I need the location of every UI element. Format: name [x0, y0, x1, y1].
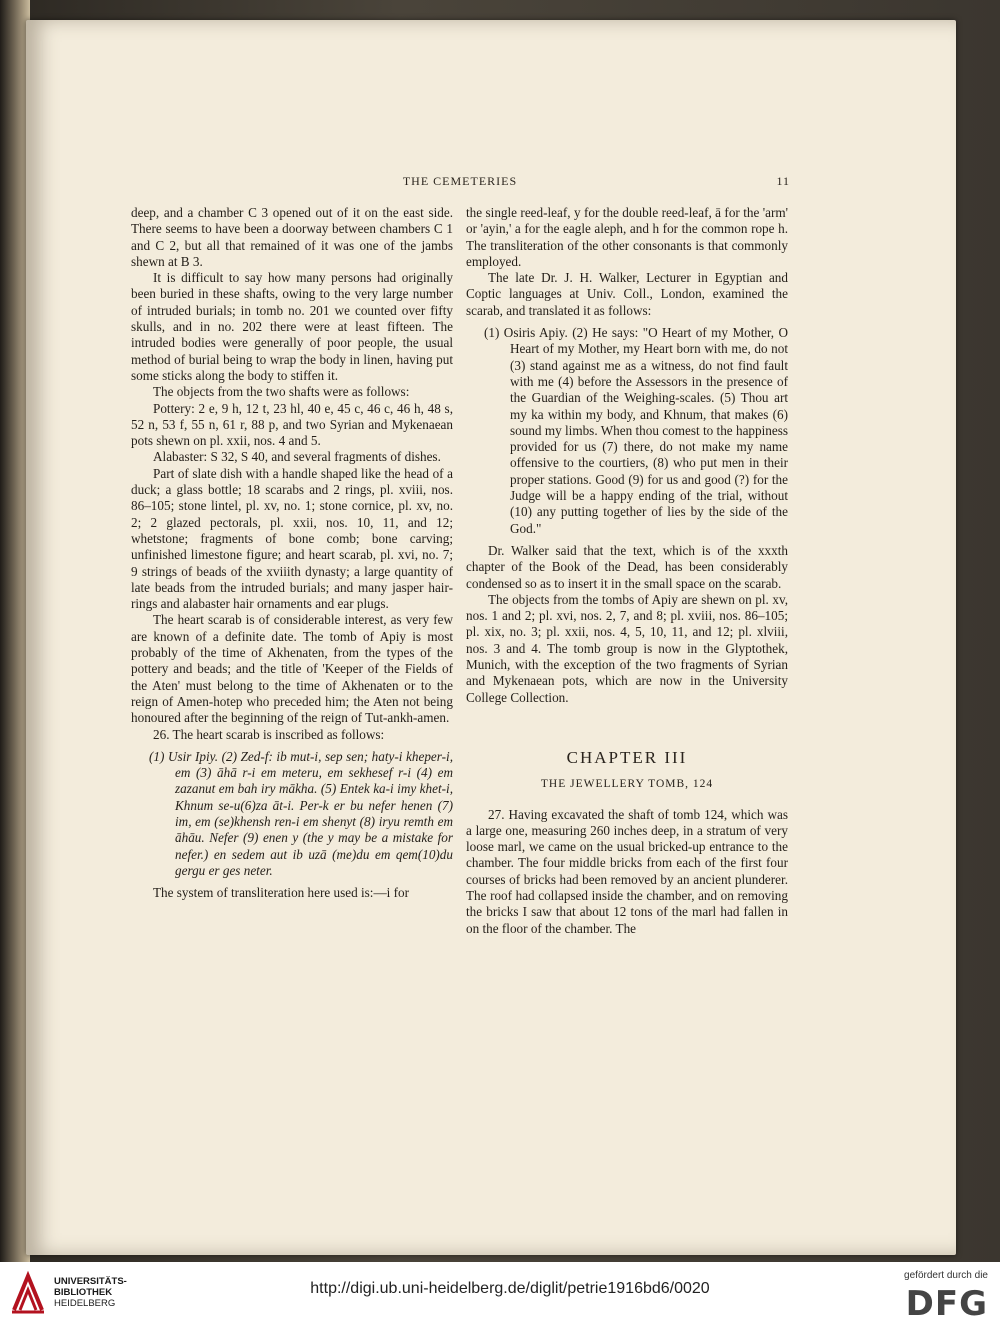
paragraph: 26. The heart scarab is inscribed as follows:	[153, 726, 385, 742]
paragraph: 27. Having excavated the shaft of tomb 124, which was a large one, measuring 260 inches deep, in a stratum of very loose marl, we came on the usual bricked-up entrance to the chamber. The four middle bricks from each of the first four courses of bricks had been removed by an ancient plunderer. The roof had collapsed inside the chamber, and on removing the bricks I saw that about 12 tons of the marl had fallen in on the floor of the chamber. The	[466, 806, 788, 936]
paragraph: Pottery: 2 e, 9 h, 12 t, 23 hl, 40 e, 45 c, 46 c, 46 h, 48 s, 52 n, 53 f, 55 n, 61 r, 88 p, and two Syrian and Mykenaean pots shewn on pl. xxii, nos. 4 and 5.	[131, 400, 453, 449]
paragraph: The system of transliteration here used is:—i for	[153, 885, 409, 901]
library-city: HEIDELBERG	[54, 1298, 116, 1309]
library-name-line1: UNIVERSITÄTS-	[54, 1276, 127, 1287]
university-library-logo-icon	[10, 1270, 46, 1314]
inscription-block: (1) Osiris Apiy. (2) He says: "O Heart of my Mother, O Heart of my Mother, my Heart born with me, do not (3) stand against me as a witness, do not find fault with me (4) before the Assessors in the presence of the Guardian of the Weighing-scales. (5) Thou art my ka within my body, and Khnum, that makes (6) sound my limbs. When thou comest to the happiness provided for us (7) there, do not make my name offensive to the courtiers, (8) who put men in their proper stations. Good (9) for us and good (?) for the Judge will be a happy ending of the trial, without (10) any putting together of lies by the side of the God."	[484, 325, 788, 536]
library-name	[54, 1276, 127, 1309]
paragraph: Dr. Walker said that the text, which is of the xxxth chapter of the Book of the Dead, has been considerably condensed so as to insert it in the small space on the scarab.	[466, 542, 788, 591]
paragraph: Alabaster: S 32, S 40, and several fragments of dishes.	[153, 449, 441, 465]
paragraph: It is difficult to say how many persons had originally been buried in these shafts, owing to the very large number of intruded burials; in tomb no. 201 we counted over fifty skulls, and in no. 202 there were at least fifteen. The intruded bodies were generally of poor people, the usual method of burial being to wrap the body in linen, having put some sticks along the body to stiffen it.	[131, 270, 453, 383]
left-text-column	[131, 205, 453, 901]
chapter-subheading: THE JEWELLERY TOMB, 124	[540, 778, 714, 791]
permalink-url[interactable]: http://digi.ub.uni-heidelberg.de/diglit/petrie1916bd6/0020	[310, 1280, 710, 1297]
running-head	[130, 174, 790, 192]
funding-caption: gefördert durch die	[904, 1270, 988, 1281]
paragraph: The heart scarab is of considerable interest, as very few are known of a definite date. The tomb of Apiy is most probably of the time of Akhenaten, from the types of the pottery and beads; and the title of 'Keeper of the Fields of the Aten' must belong to the time of Akhenaten or to the reign of Amen-hotep who preceded him; the Aten not being honoured after the beginning of the reign of Tut-ankh-amen.	[131, 612, 453, 726]
right-text-column	[466, 205, 788, 937]
paragraph: the single reed-leaf, y for the double reed-leaf, ā for the 'arm' or 'ayin,' a for the eagle aleph, and h for the common rope h. The transliteration of the other consonants is that commonly employed.	[466, 205, 788, 269]
library-name-line2: BIBLIOTHEK	[54, 1287, 113, 1298]
paragraph: The objects from the tombs of Apiy are shewn on pl. xv, nos. 1 and 2; pl. xvi, nos. 2, 7, and 8; pl. xviii, nos. 86–105; pl. xix, no. 3; pl. xxii, nos. 4, 5, 10, 11, and 12; pl. xlviii, nos. 3 and 4. The tomb group is now in the Glyptothek, Munich, with the exception of the two fragments of Syrian and Mykenaean pots, which are now in the University College Collection.	[466, 591, 788, 705]
chapter-heading: CHAPTER III	[566, 747, 688, 767]
running-head-title: THE CEMETERIES	[402, 174, 518, 188]
inscription-block: (1) Usir Ipiy. (2) Zed-f: ib mut-i, sep sen; haty-i kheper-i, em (3) āhā r-i em meteru, em sekhesef r-i (4) em zazanut em bah iry mākha. (5) Entek ka-i imy khet-i, Khnum se-u(6)za āt-i. Per-k er bu nefer henen (7) im, em (se)khensh ren-i em shenyt (8) iryu remth em āhāu. Nefer (9) enen y (the y may be a mistake for nefer.) en sedem aut ib uzā (me)du em qem(10)du gergu er ges neter.	[149, 748, 453, 878]
viewer-footer	[0, 1262, 1000, 1325]
paragraph: Part of slate dish with a handle shaped like the head of a duck; a glass bottle; 18 scarabs and 2 rings, pl. xviii, nos. 86–105; stone lintel, pl. xv, no. 1; stone cornice, pl. xv, no. 2; 2 glazed pectorals, pl. xxii, nos. 10, 11, and 12; whetstone; fragments of bone comb; bone carving; unfinished limestone figure; and heart scarab, pl. xvi, no. 7; 9 strings of beads of the xviiith dynasty; a large quantity of late beads from the intruded burials; and many jasper hair-rings and alabaster hair ornaments and ear plugs.	[131, 465, 453, 612]
paragraph: The late Dr. J. H. Walker, Lecturer in Egyptian and Coptic languages at Univ. Coll., London, examined the scarab, and translated it as follows:	[466, 270, 788, 318]
dfg-logo-icon: DFG	[905, 1284, 988, 1324]
paragraph: deep, and a chamber C 3 opened out of it on the east side. There seems to have been a doorway between chambers C 1 and C 2, but all that remained of it was one of the jambs shewn at B 3.	[131, 205, 453, 269]
paragraph: The objects from the two shafts were as follows:	[153, 384, 410, 400]
page-number: 11	[776, 174, 790, 188]
